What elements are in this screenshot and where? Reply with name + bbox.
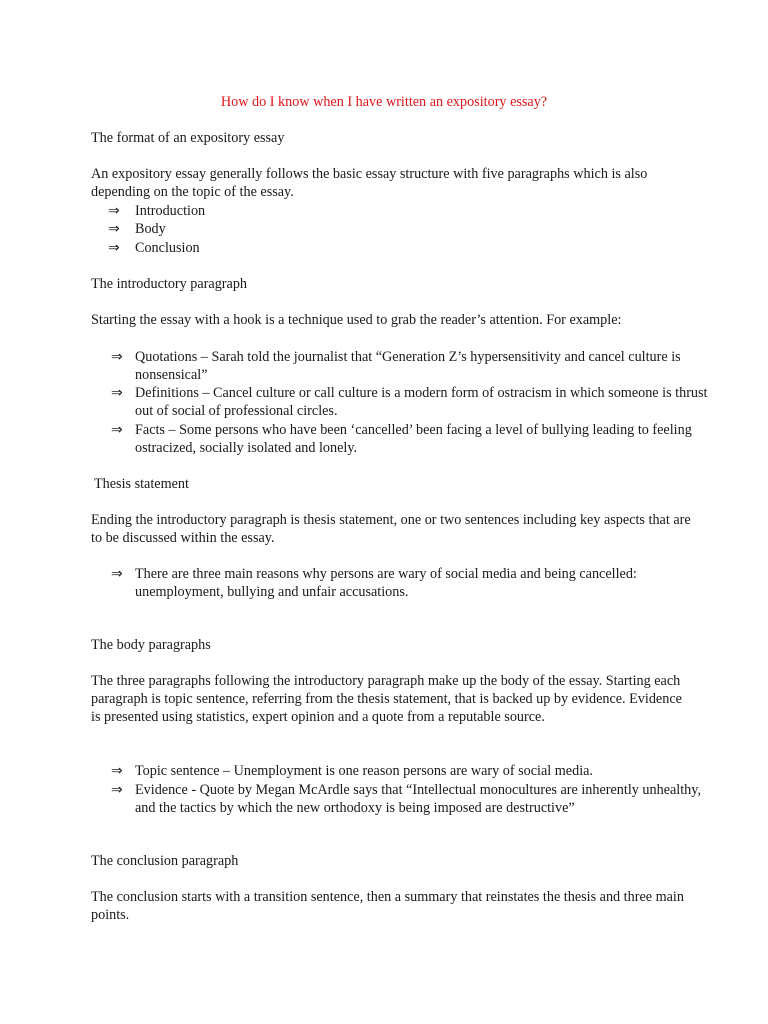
- list-item-quotations: [111, 348, 710, 384]
- list-item-label: Introduction: [135, 203, 206, 219]
- format-paragraph: An expository essay generally follows the basic essay structure with five paragraphs which is also depending on the topic of the essay.: [91, 166, 648, 200]
- conclusion-paragraph: The conclusion starts with a transition sentence, then a summary that reinstates the thesis and three main points.: [91, 889, 684, 923]
- arrow-icon: ⇒: [111, 385, 123, 401]
- list-item-body: [108, 220, 710, 238]
- arrow-icon: ⇒: [108, 221, 120, 237]
- thesis-paragraph: Ending the introductory paragraph is thesis statement, one or two sentences including key aspects that are to be discussed within the essay.: [91, 512, 691, 546]
- list-item-text: Evidence - Quote by Megan McArdle says that “Intellectual monocultures are inherently unhealthy, and the tactics by which the new orthodoxy is being imposed are destructive”: [135, 782, 701, 816]
- list-item-text: There are three main reasons why persons are wary of social media and being cancelled: unemployment, bullying and unfair accusations.: [135, 566, 637, 600]
- list-item-introduction: [108, 202, 710, 220]
- arrow-icon: ⇒: [111, 566, 123, 582]
- page-title: How do I know when I have written an expository essay?: [220, 94, 548, 110]
- list-item-label: Conclusion: [135, 240, 200, 256]
- list-item-text: Facts – Some persons who have been ‘cancelled’ been facing a level of bullying leading to feeling ostracized, socially isolated and lonely.: [135, 422, 692, 456]
- list-item-label: Body: [135, 221, 166, 237]
- list-item-facts: [111, 421, 710, 457]
- arrow-icon: ⇒: [111, 763, 123, 779]
- arrow-icon: ⇒: [111, 422, 123, 438]
- list-item-text: Topic sentence – Unemployment is one reason persons are wary of social media.: [135, 763, 593, 779]
- conclusion-heading: The conclusion paragraph: [91, 853, 239, 869]
- list-item-evidence: [111, 781, 710, 817]
- body-heading: The body paragraphs: [91, 637, 211, 653]
- intro-heading: The introductory paragraph: [91, 276, 248, 292]
- thesis-heading: Thesis statement: [94, 476, 189, 492]
- arrow-icon: ⇒: [108, 203, 120, 219]
- list-item-definitions: [111, 384, 710, 420]
- body-paragraph: The three paragraphs following the introductory paragraph make up the body of the essay. Starting each paragraph is topic sentence, referring from the thesis statement, that is backed up by evidence. Evidence is presented using statistics, expert opinion and a quote from a reputable source.: [91, 673, 682, 725]
- arrow-icon: ⇒: [108, 240, 120, 256]
- list-item-text: Definitions – Cancel culture or call culture is a modern form of ostracism in which someone is thrust out of social of professional circles.: [135, 385, 708, 419]
- list-item-conclusion: [108, 239, 710, 257]
- list-item-thesis: [111, 565, 710, 601]
- format-heading: The format of an expository essay: [91, 130, 285, 146]
- arrow-icon: ⇒: [111, 782, 123, 798]
- arrow-icon: ⇒: [111, 349, 123, 365]
- list-item-topic-sentence: [111, 762, 710, 780]
- intro-paragraph: Starting the essay with a hook is a technique used to grab the reader’s attention. For example:: [91, 312, 622, 328]
- list-item-text: Quotations – Sarah told the journalist that “Generation Z’s hypersensitivity and cancel culture is nonsensical”: [135, 349, 681, 383]
